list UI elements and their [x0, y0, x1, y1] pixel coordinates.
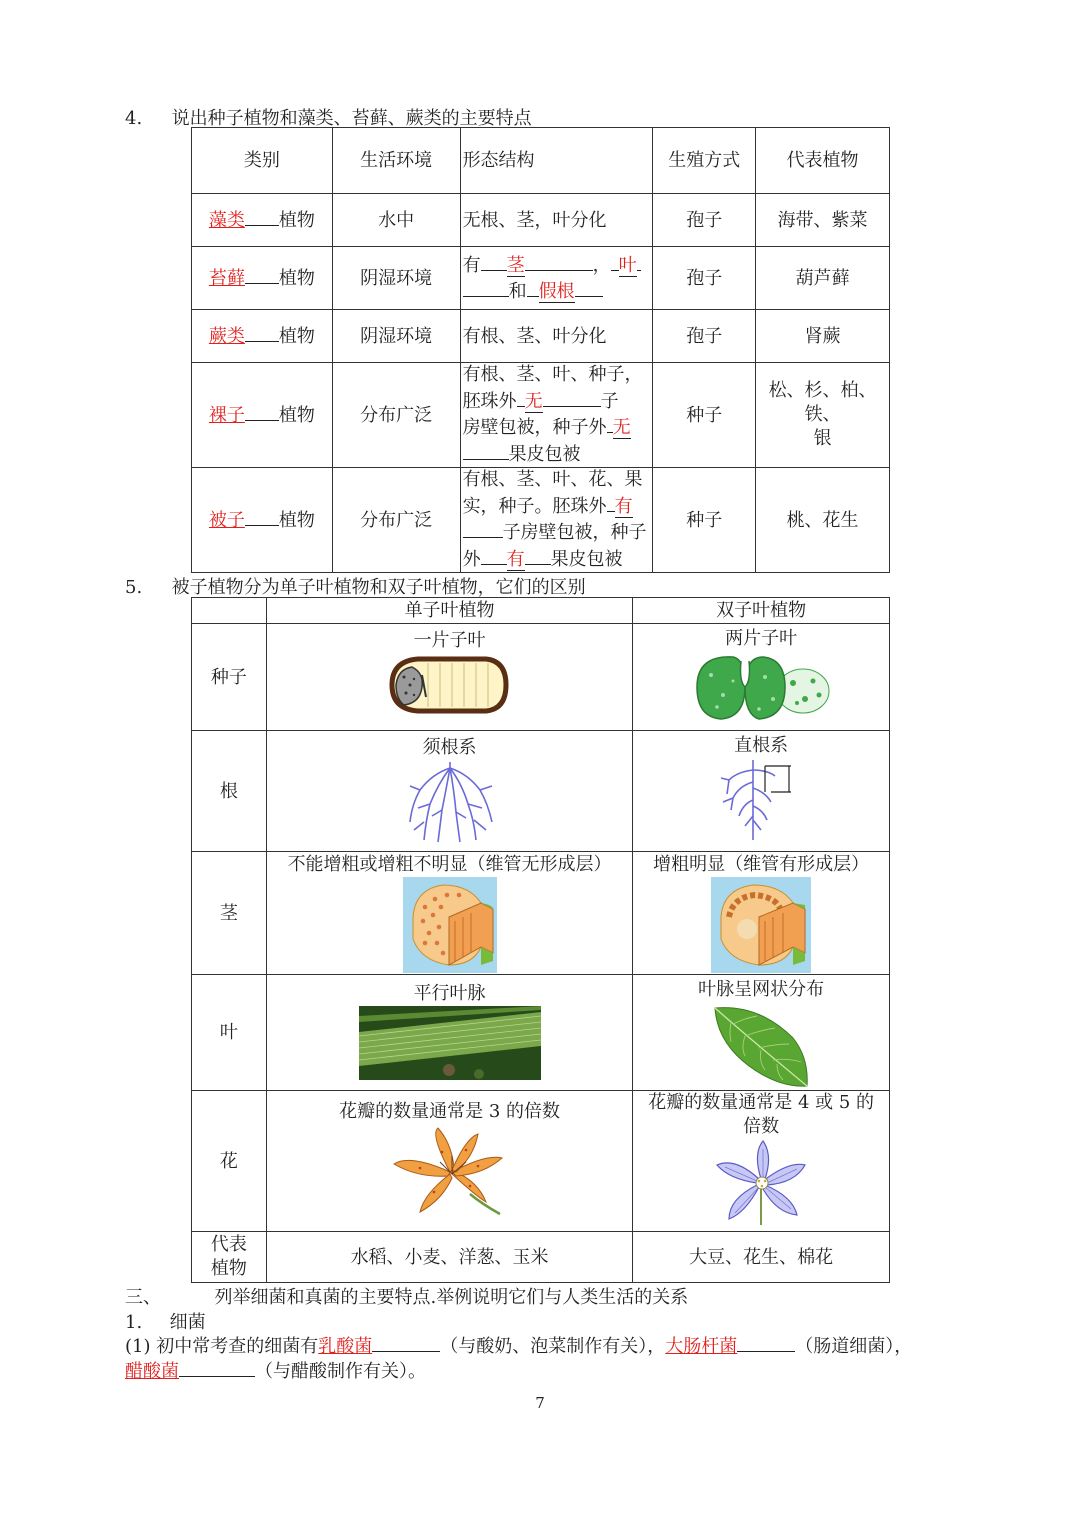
table-row — [192, 247, 890, 310]
corn-seed-image — [388, 653, 512, 717]
structure-text: 实，种子。胚珠外 — [462, 495, 607, 517]
answer-text: 有 — [506, 548, 525, 570]
table-row — [192, 624, 890, 731]
monocot-leaf-cell — [266, 975, 632, 1091]
row-label: 茎 — [192, 852, 267, 975]
bacteria-line-2 — [125, 1357, 426, 1383]
plant-suffix: 植物 — [278, 210, 315, 231]
repro-cell: 种子 — [653, 468, 756, 573]
rep-text: 银 — [813, 428, 832, 449]
answer-text: 蕨类 — [208, 326, 245, 347]
structure-text: 有 — [462, 255, 481, 276]
answer-text: 被子 — [208, 510, 245, 531]
parallel-vein-leaf-image — [359, 1006, 541, 1080]
answer-text: 大肠杆菌 — [665, 1336, 738, 1357]
category-cell — [192, 247, 333, 310]
lily-flower-image — [390, 1124, 510, 1216]
answer-text: 假根 — [538, 281, 575, 302]
structure-text: 子 — [600, 390, 619, 412]
table-row — [192, 310, 890, 363]
fibrous-root-image — [402, 760, 498, 844]
rep-cell: 海带、紫菜 — [756, 194, 890, 247]
caption: 花瓣的数量通常是 3 的倍数 — [339, 1101, 561, 1122]
row-label: 种子 — [192, 624, 267, 731]
category-cell — [192, 363, 333, 468]
repro-cell: 孢子 — [653, 310, 756, 363]
caption: 增粗明显（维管有形成层） — [653, 854, 870, 875]
structure-text: 外 — [462, 548, 481, 570]
header-monocot: 单子叶植物 — [266, 598, 632, 624]
repro-cell: 孢子 — [653, 194, 756, 247]
plant-suffix: 植物 — [278, 326, 315, 347]
answer-text: 无 — [524, 390, 543, 412]
structure-text: 房壁包被，种子外 — [462, 417, 607, 438]
table-header-row — [192, 128, 890, 194]
monocot-stem-image — [403, 877, 497, 973]
env-cell: 水中 — [332, 194, 460, 247]
rep-text: 松、杉、柏、铁、 — [768, 380, 877, 425]
header-reproduction: 生殖方式 — [653, 128, 756, 194]
answer-text: 有 — [614, 495, 633, 517]
dicot-leaf-cell — [633, 975, 890, 1091]
env-cell: 阴湿环境 — [332, 310, 460, 363]
plant-suffix: 植物 — [278, 510, 315, 531]
row-label-text: 代表 — [210, 1234, 247, 1255]
structure-text: 和 — [508, 281, 527, 302]
table-row — [192, 194, 890, 247]
bacteria-title: 细菌 — [169, 1312, 206, 1333]
plant-suffix: 植物 — [278, 405, 315, 426]
paragraph-text: (1) 初中常考查的细菌有 — [125, 1336, 319, 1357]
category-cell — [192, 468, 333, 573]
dicot-examples: 大豆、花生、棉花 — [633, 1232, 890, 1283]
table-row — [192, 731, 890, 852]
dicot-flower-cell — [633, 1091, 890, 1232]
rep-cell: 桃、花生 — [756, 468, 890, 573]
five-petal-flower-image — [713, 1139, 809, 1225]
table-row — [192, 975, 890, 1091]
structure-text: ， — [592, 255, 611, 276]
header-structure: 形态结构 — [460, 128, 653, 194]
table-row — [192, 468, 890, 573]
net-vein-leaf-image — [709, 1002, 813, 1090]
section3-number: 三、 — [125, 1287, 161, 1308]
table-row — [192, 1232, 890, 1283]
monocot-root-cell — [266, 731, 632, 852]
structure-text: 胚珠外 — [462, 390, 517, 412]
section3-title: 列举细菌和真菌的主要特点.举例说明它们与人类生活的关系 — [214, 1287, 689, 1308]
row-label — [192, 1232, 267, 1283]
repro-cell: 种子 — [653, 363, 756, 468]
structure-text: 果皮包被 — [508, 443, 581, 465]
answer-text: 醋酸菌 — [125, 1361, 179, 1382]
rep-cell — [756, 363, 890, 468]
header-environment: 生活环境 — [332, 128, 460, 194]
row-label: 叶 — [192, 975, 267, 1091]
plant-suffix: 植物 — [278, 268, 315, 289]
caption: 一片子叶 — [413, 630, 486, 651]
table-row — [192, 1091, 890, 1232]
structure-text: 果皮包被 — [550, 548, 623, 570]
caption: 倍数 — [743, 1116, 780, 1137]
structure-cell — [460, 468, 653, 573]
monocot-seed-cell — [266, 624, 632, 731]
structure-text: 有根、茎、叶、种子， — [462, 364, 643, 385]
row-label: 根 — [192, 731, 267, 852]
structure-cell — [460, 247, 653, 310]
paragraph-text: （与酸奶、泡菜制作有关）， — [440, 1336, 666, 1357]
header-representative: 代表植物 — [756, 128, 890, 194]
table-row — [192, 852, 890, 975]
answer-text: 苔藓 — [208, 268, 245, 289]
monocot-flower-cell — [266, 1091, 632, 1232]
bacteria-line-1 — [125, 1332, 912, 1358]
page-number: 7 — [535, 1394, 545, 1412]
rep-cell: 葫芦藓 — [756, 247, 890, 310]
rep-cell: 肾蕨 — [756, 310, 890, 363]
caption: 须根系 — [422, 737, 477, 758]
caption: 两片子叶 — [725, 628, 798, 649]
structure-cell: 无根、茎，叶分化 — [460, 194, 653, 247]
answer-text: 叶 — [618, 255, 637, 276]
env-cell: 分布广泛 — [332, 468, 460, 573]
section5-number: 5. — [125, 577, 143, 598]
dicot-seed-cell — [633, 624, 890, 731]
repro-cell: 孢子 — [653, 247, 756, 310]
monocot-stem-cell — [266, 852, 632, 975]
caption: 花瓣的数量通常是 4 或 5 的 — [648, 1092, 875, 1113]
caption: 平行叶脉 — [413, 983, 486, 1004]
env-cell: 阴湿环境 — [332, 247, 460, 310]
bacteria-number: 1. — [125, 1312, 143, 1333]
structure-cell — [460, 363, 653, 468]
bacteria-heading — [125, 1308, 206, 1334]
table-header-row — [192, 598, 890, 624]
header-dicot: 双子叶植物 — [633, 598, 890, 624]
section5-title: 被子植物分为单子叶植物和双子叶植物，它们的区别 — [171, 577, 586, 598]
answer-text: 乳酸菌 — [318, 1336, 373, 1357]
plant-features-table — [191, 127, 890, 573]
row-label: 花 — [192, 1091, 267, 1232]
section4-title: 说出种子植物和藻类、苔藓、蕨类的主要特点 — [171, 108, 532, 129]
section5-heading — [125, 573, 586, 599]
answer-text: 无 — [612, 417, 631, 438]
row-label-text: 植物 — [210, 1258, 247, 1279]
table-row — [192, 363, 890, 468]
answer-text: 裸子 — [208, 405, 245, 426]
dicot-stem-cell — [633, 852, 890, 975]
category-cell — [192, 310, 333, 363]
tap-root-image — [709, 758, 813, 842]
structure-text: 有根、茎、叶、花、果 — [462, 469, 643, 490]
env-cell: 分布广泛 — [332, 363, 460, 468]
structure-text: 子房壁包被，种子 — [502, 522, 647, 543]
paragraph-text: （与醋酸制作有关）。 — [255, 1361, 426, 1382]
section3-heading — [125, 1283, 688, 1309]
answer-text: 藻类 — [208, 210, 245, 231]
corner-cell — [192, 598, 267, 624]
dicot-root-cell — [633, 731, 890, 852]
paragraph-text: （肠道细菌）， — [795, 1336, 913, 1357]
monocot-dicot-table — [191, 597, 890, 1283]
caption: 不能增粗或增粗不明显（维管无形成层） — [287, 854, 612, 875]
header-category: 类别 — [192, 128, 333, 194]
monocot-examples: 水稻、小麦、洋葱、玉米 — [266, 1232, 632, 1283]
dicot-stem-image — [711, 877, 811, 973]
answer-text: 茎 — [506, 255, 525, 276]
caption: 叶脉呈网状分布 — [698, 979, 825, 1000]
bean-seed-image — [689, 651, 833, 723]
caption: 直根系 — [734, 735, 789, 756]
structure-cell: 有根、茎、叶分化 — [460, 310, 653, 363]
section4-number: 4. — [125, 108, 143, 129]
category-cell — [192, 194, 333, 247]
